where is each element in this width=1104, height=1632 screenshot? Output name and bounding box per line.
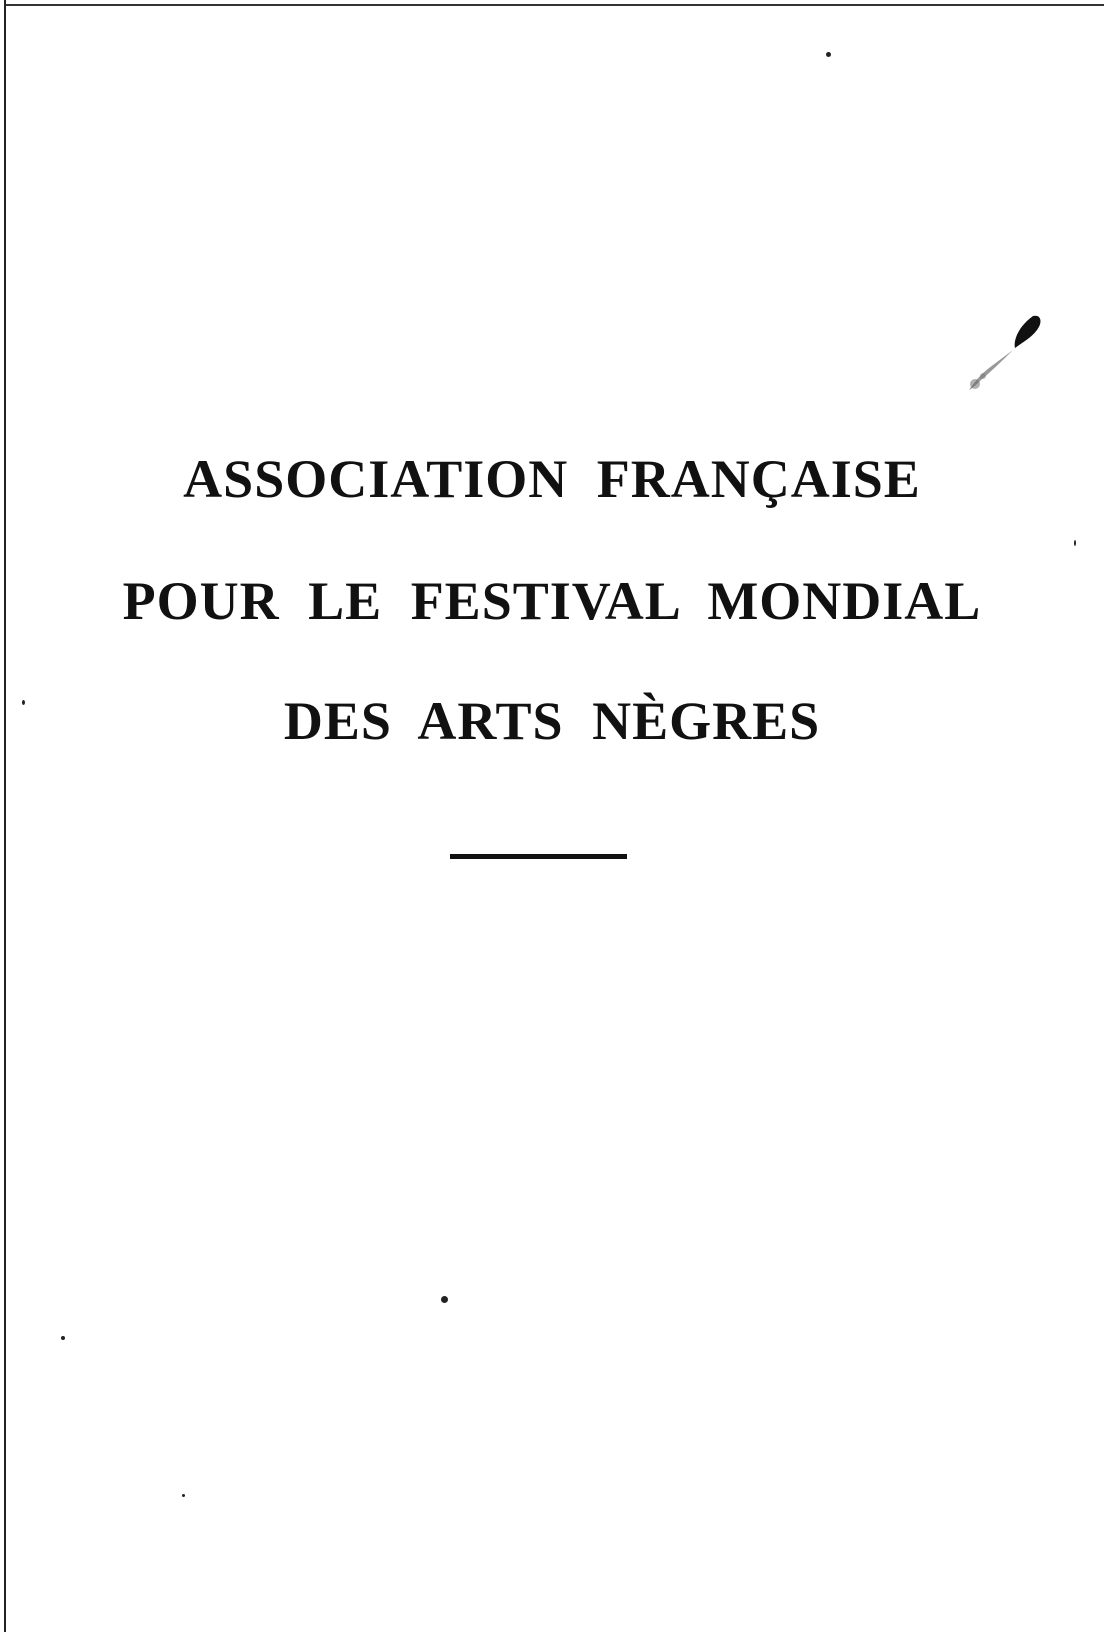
dust-speck	[441, 1296, 448, 1303]
dust-speck	[182, 1494, 185, 1497]
title-block	[0, 450, 1104, 750]
dust-speck	[826, 52, 831, 57]
ink-smudge-icon	[955, 310, 1045, 400]
dust-speck	[61, 1336, 65, 1340]
horizontal-rule	[450, 854, 627, 859]
page-left-edge	[4, 0, 6, 1632]
page-top-edge	[4, 4, 1104, 6]
title-line-2: POUR LE FESTIVAL MONDIAL	[122, 571, 982, 631]
title-line-1: ASSOCIATION FRANÇAISE	[183, 449, 921, 509]
title-line-3: DES ARTS NÈGRES	[283, 691, 821, 751]
